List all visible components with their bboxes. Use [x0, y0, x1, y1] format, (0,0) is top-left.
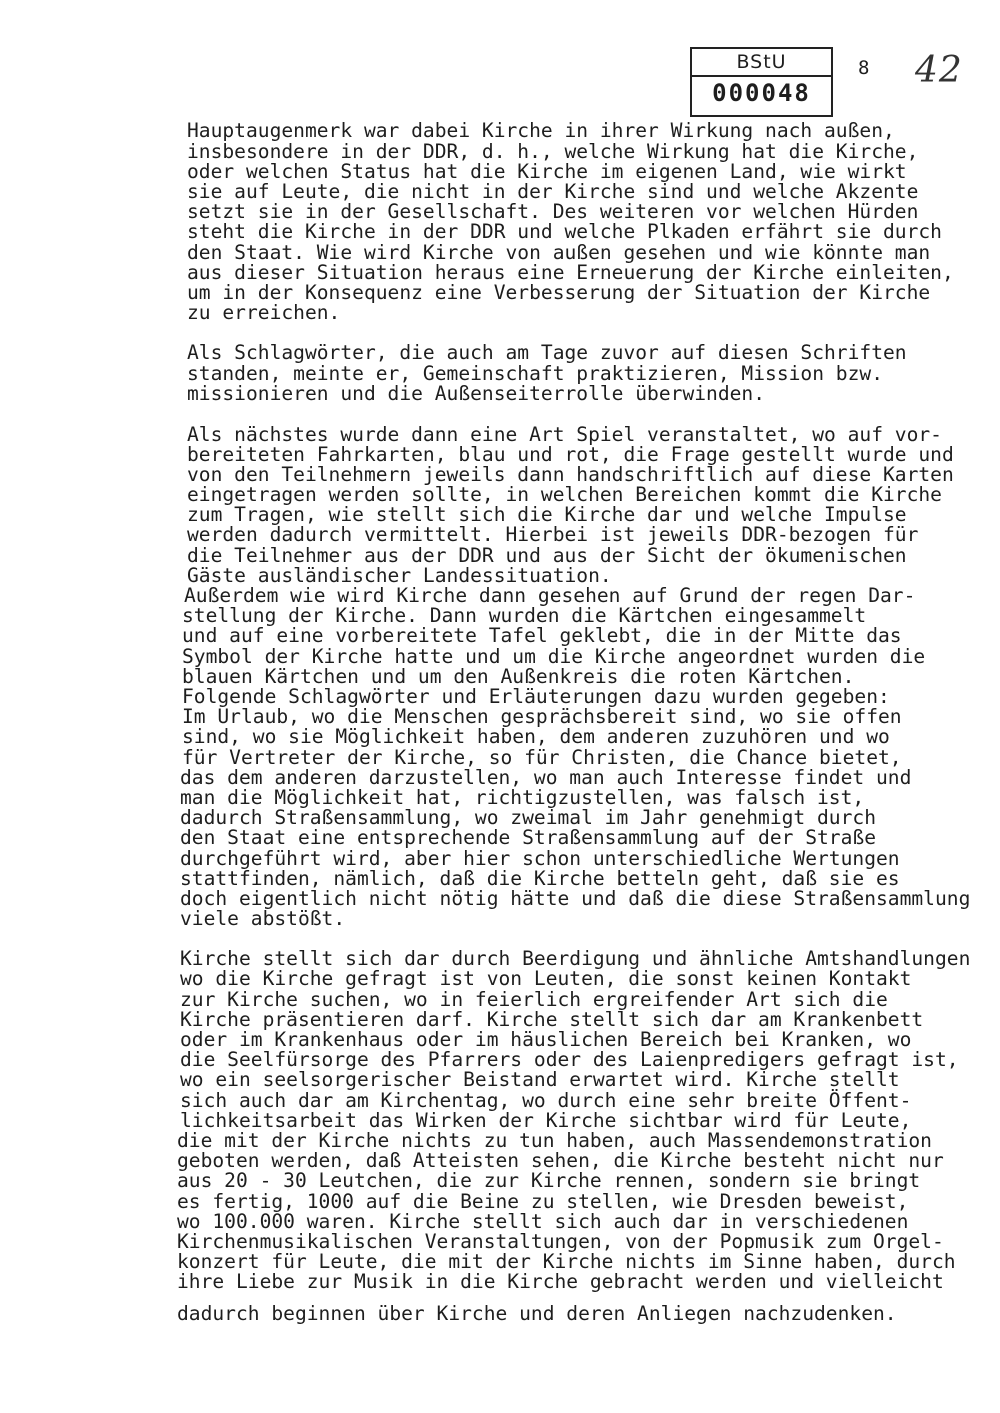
text-line: um in der Konsequenz eine Verbesserung der Situation der Kirche	[187, 281, 931, 304]
text-line: das dem anderen darzustellen, wo man auch Interesse findet und	[180, 766, 912, 789]
text-line: stellung der Kirche. Dann wurden die Kärtchen eingesammelt	[182, 604, 867, 627]
text-line: Kirchenmusikalischen Veranstaltungen, von der Popmusik zum Orgel-	[177, 1230, 944, 1253]
text-line: ihre Liebe zur Musik in die Kirche gebracht werden und vielleicht	[177, 1270, 944, 1293]
text-line: lichkeitsarbeit das Wirken der Kirche sichtbar wird für Leute,	[180, 1109, 912, 1132]
text-line: eingetragen werden sollte, in welchen Bereichen kommt die Kirche	[187, 483, 942, 506]
text-line: wo 100.000 waren. Kirche stellt sich auch dar in verschiedenen	[177, 1210, 909, 1233]
text-line: den Staat eine entsprechende Straßensammlung auf der Straße	[180, 826, 876, 849]
text-line: konzert für Leute, die mit der Kirche nichts im Sinne haben, durch	[177, 1250, 956, 1273]
text-line: für Vertreter der Kirche, so für Christen, die Chance bietet,	[182, 746, 902, 769]
stamp-archive-label: BStU	[692, 49, 831, 77]
text-line: zum Tragen, wie stellt sich die Kirche dar und welche Impulse	[187, 503, 907, 526]
text-line: den Staat. Wie wird Kirche von außen gesehen und wie könnte man	[187, 241, 931, 264]
text-line: Hauptaugenmerk war dabei Kirche in ihrer Wirkung nach außen,	[187, 119, 895, 142]
text-line: bereiteten Fahrkarten, blau und rot, die Frage gestellt wurde und	[187, 443, 954, 466]
text-line: wo die Kirche gefragt ist von Leuten, die sonst keinen Kontakt	[180, 967, 912, 990]
text-line: wo ein seelsorgerischer Beistand erwartet wird. Kirche stellt	[180, 1068, 900, 1091]
text-line: standen, meinte er, Gemeinschaft praktizieren, Mission bzw.	[187, 362, 883, 385]
text-line: stattfinden, nämlich, daß die Kirche betteln geht, daß sie es	[180, 867, 900, 890]
text-line: sind, wo sie Möglichkeit haben, dem anderen zuzuhören und wo	[182, 725, 890, 748]
text-line: aus 20 - 30 Leutchen, die zur Kirche rennen, sondern sie bringt	[177, 1169, 921, 1192]
text-line: Folgende Schlagwörter und Erläuterungen dazu wurden gegeben:	[182, 685, 890, 708]
text-line: dadurch beginnen über Kirche und deren Anliegen nachzudenken.	[177, 1302, 897, 1325]
text-line: geboten werden, daß Atteisten sehen, die Kirche besteht nicht nur	[177, 1149, 944, 1172]
page-number-typed: 8	[858, 57, 870, 79]
text-line: es fertig, 1000 auf die Beine zu stellen, wie Dresden beweist,	[177, 1190, 909, 1213]
text-line: Kirche präsentieren darf. Kirche stellt sich dar am Krankenbett	[180, 1008, 924, 1031]
text-line: Als Schlagwörter, die auch am Tage zuvor auf diesen Schriften	[187, 341, 907, 364]
text-line: sich auch dar am Kirchentag, wo durch eine sehr breite Öffent-	[180, 1089, 912, 1112]
text-line: von den Teilnehmern jeweils dann handschriftlich auf diese Karten	[187, 463, 954, 486]
text-line: zu erreichen.	[187, 301, 341, 324]
text-line: Kirche stellt sich dar durch Beerdigung und ähnliche Amtshandlungen	[180, 947, 971, 970]
text-line: Gäste ausländischer Landessituation.	[187, 564, 612, 587]
text-line: steht die Kirche in der DDR und welche Plkaden erfährt sie durch	[187, 220, 942, 243]
text-line: sie auf Leute, die nicht in der Kirche sind und welche Akzente	[187, 180, 919, 203]
text-line: werden dadurch vermittelt. Hierbei ist jeweils DDR-bezogen für	[187, 523, 919, 546]
text-line: zur Kirche suchen, wo in feierlich ergreifender Art sich die	[180, 988, 888, 1011]
text-line: oder welchen Status hat die Kirche im eigenen Land, wie wirkt	[187, 160, 907, 183]
text-line: missionieren und die Außenseiterrolle überwinden.	[187, 382, 766, 405]
archive-stamp	[690, 47, 833, 117]
text-line: viele abstößt.	[180, 907, 346, 930]
text-line: und auf eine vorbereitete Tafel geklebt, die in der Mitte das	[182, 624, 902, 647]
text-line: insbesondere in der DDR, d. h., welche Wirkung hat die Kirche,	[187, 140, 919, 163]
text-line: man die Möglichkeit hat, richtigzustellen, was falsch ist,	[180, 786, 865, 809]
text-line: Als nächstes wurde dann eine Art Spiel veranstaltet, wo auf vor-	[187, 423, 942, 446]
text-line: durchgeführt wird, aber hier schon unterschiedliche Wertungen	[180, 847, 900, 870]
stamp-archive-number: 000048	[712, 79, 811, 107]
text-line: die Teilnehmer aus der DDR und aus der Sicht der ökumenischen	[187, 544, 907, 567]
text-line: aus dieser Situation heraus eine Erneuerung der Kirche einleiten,	[187, 261, 954, 284]
text-line: Symbol der Kirche hatte und um die Kirche angeordnet wurden die	[182, 645, 926, 668]
text-line: Außerdem wie wird Kirche dann gesehen auf Grund der regen Dar-	[184, 584, 916, 607]
text-line: blauen Kärtchen und um den Außenkreis die roten Kärtchen.	[182, 665, 855, 688]
text-line: die mit der Kirche nichts zu tun haben, auch Massendemonstration	[177, 1129, 932, 1152]
text-line: oder im Krankenhaus oder im häuslichen Bereich bei Kranken, wo	[180, 1028, 912, 1051]
text-line: dadurch Straßensammlung, wo zweimal im Jahr genehmigt durch	[180, 806, 876, 829]
text-line: setzt sie in der Gesellschaft. Des weiteren vor welchen Hürden	[187, 200, 919, 223]
text-line: Im Urlaub, wo die Menschen gesprächsbereit sind, wo sie offen	[182, 705, 902, 728]
text-line: die Seelfürsorge des Pfarrers oder des Laienpredigers gefragt ist,	[180, 1048, 959, 1071]
page-number-handwritten: 42	[915, 50, 963, 91]
text-line: doch eigentlich nicht nötig hätte und daß die diese Straßensammlung	[180, 887, 971, 910]
